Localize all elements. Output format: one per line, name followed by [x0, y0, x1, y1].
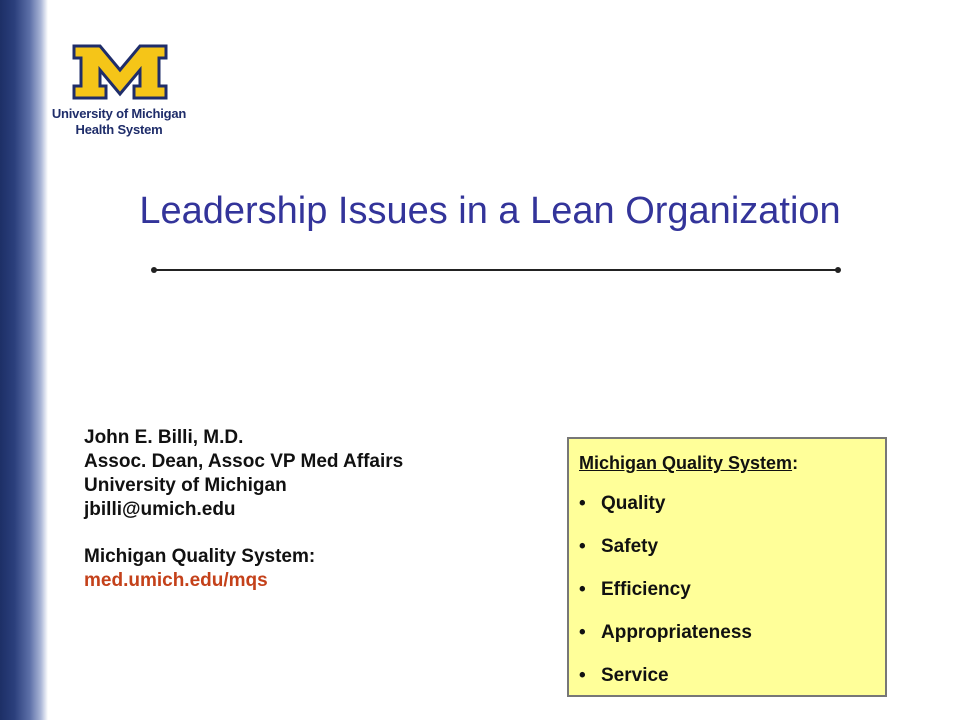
bullet-icon: • [579, 665, 586, 686]
logo-line-1: University of Michigan [51, 106, 187, 121]
author-name: John E. Billi, M.D. [84, 427, 244, 448]
slide-title: Leadership Issues in a Lean Organization [139, 190, 841, 232]
mqs-box-title: Michigan Quality System: [579, 453, 799, 473]
author-institution: University of Michigan [84, 475, 287, 496]
bullet-icon: • [579, 622, 586, 643]
logo-line-2: Health System [75, 122, 163, 137]
list-item: • Service [579, 665, 669, 686]
bullet-icon: • [579, 579, 586, 600]
author-role: Assoc. Dean, Assoc VP Med Affairs [84, 451, 404, 472]
title-divider [150, 264, 842, 276]
block-m-logo-icon [70, 40, 170, 104]
author-contact-block [84, 426, 403, 593]
mqs-list [579, 493, 752, 708]
list-item: • Safety [579, 536, 659, 557]
list-item: • Efficiency [579, 579, 691, 600]
university-logo [48, 40, 190, 140]
author-email[interactable]: jbilli@umich.edu [84, 499, 236, 520]
bullet-icon: • [579, 536, 586, 557]
bullet-icon: • [579, 493, 586, 514]
mqs-callout-box [567, 437, 887, 697]
decorative-side-bar [0, 0, 48, 720]
mqs-label: Michigan Quality System: [84, 546, 316, 567]
list-item: • Appropriateness [579, 622, 752, 643]
list-item: • Quality [579, 493, 666, 514]
mqs-url-link[interactable]: med.umich.edu/mqs [84, 570, 268, 591]
